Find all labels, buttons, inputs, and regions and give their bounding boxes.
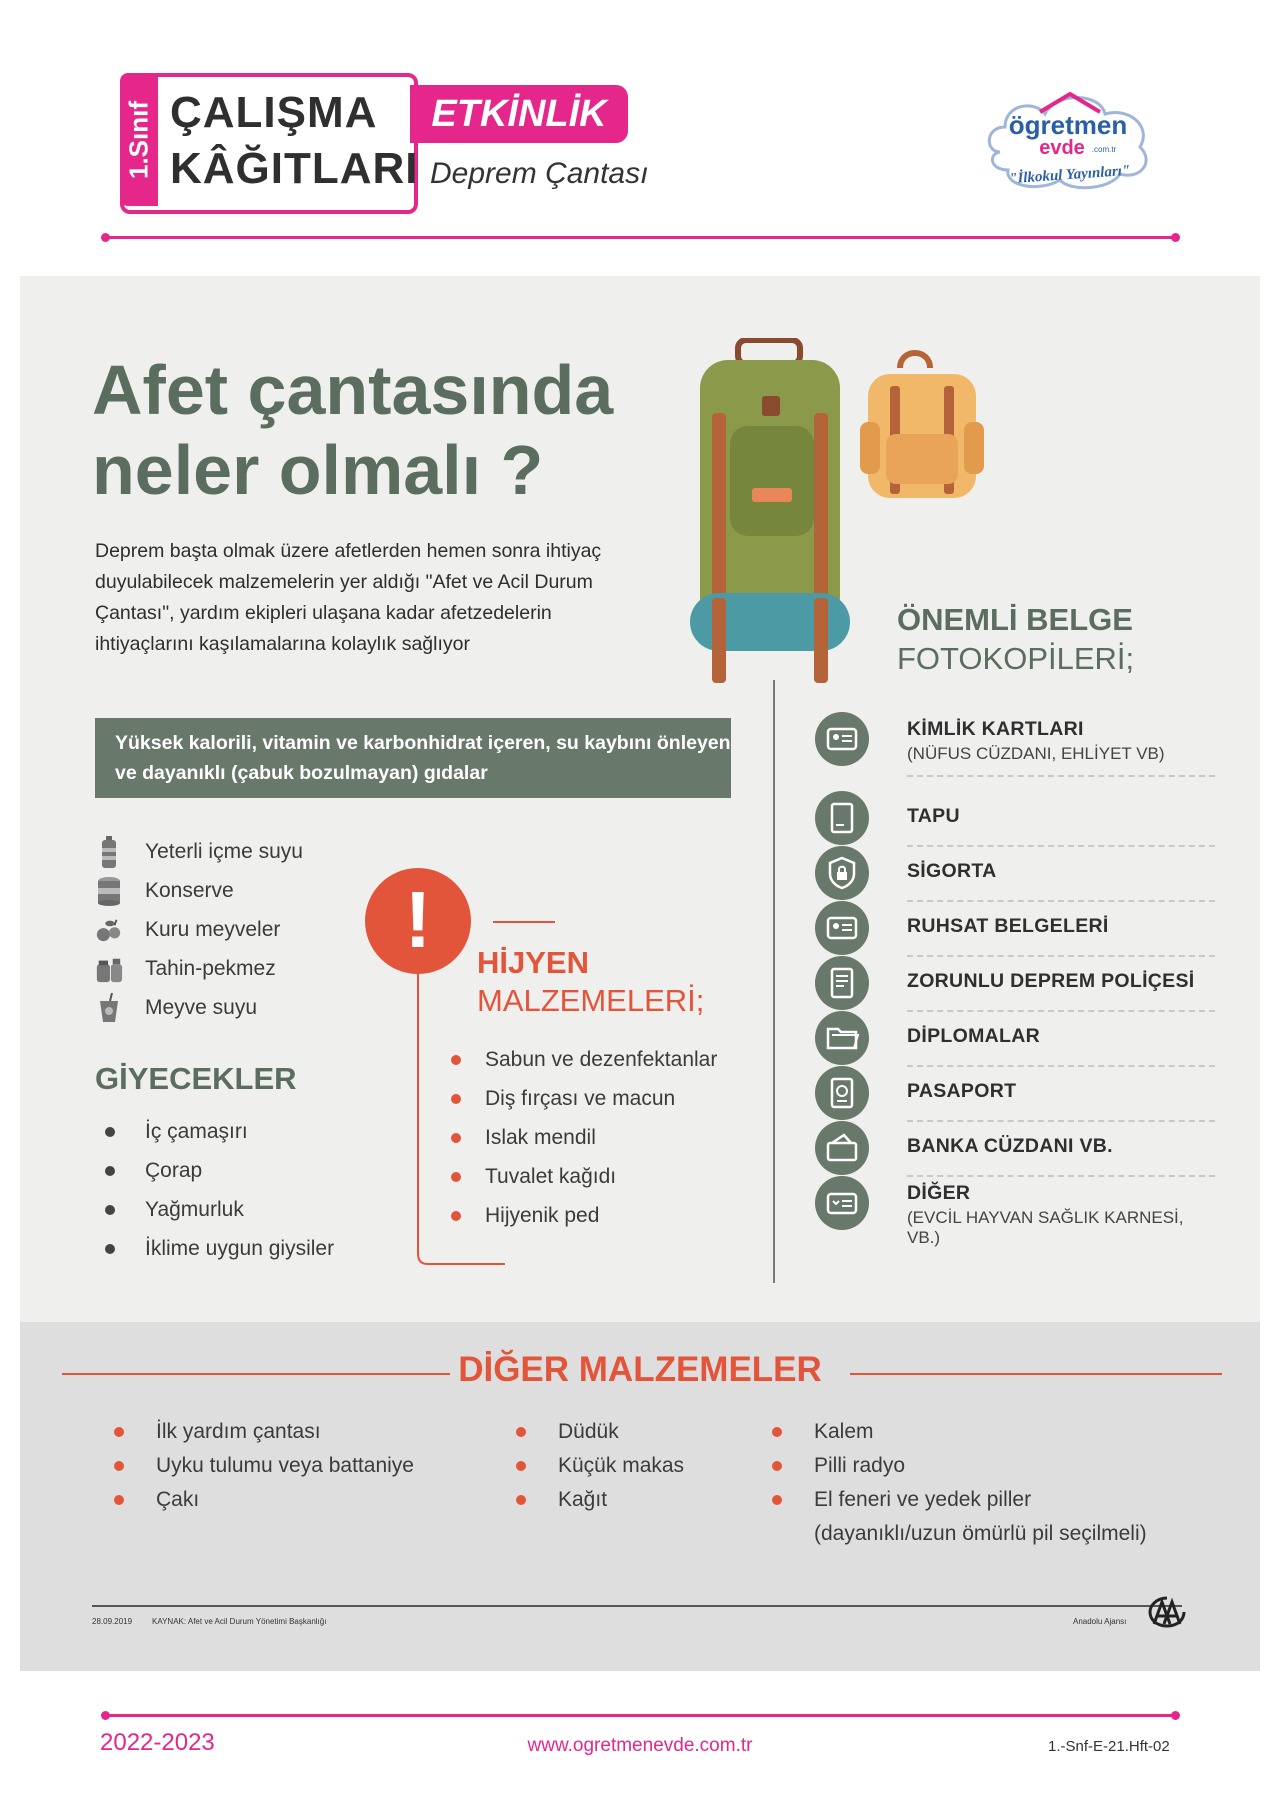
- bullet: [114, 1461, 124, 1471]
- document-item: [815, 956, 1215, 1011]
- document-item: [815, 1011, 1215, 1066]
- clothes-list: [105, 1112, 334, 1268]
- supply-label: Kağıt: [558, 1488, 608, 1511]
- title-line2: neler olmalı ?: [92, 431, 544, 509]
- document-label: PASAPORT: [907, 1080, 1017, 1102]
- grade-label: 1.Sınıf: [123, 100, 154, 179]
- logo-word2: evde: [1039, 137, 1085, 159]
- bullet: [451, 1211, 461, 1221]
- supply-label: Çakı: [156, 1488, 200, 1511]
- food-item-label: Konserve: [145, 878, 234, 902]
- hygiene-item-label: Tuvalet kağıdı: [485, 1164, 617, 1188]
- id-card-icon: [815, 712, 869, 766]
- list-item: [105, 1190, 334, 1229]
- dashed-divider: [907, 775, 1215, 777]
- document-item: [815, 791, 1215, 846]
- hygiene-item-label: Sabun ve dezenfektanlar: [485, 1047, 718, 1071]
- license-icon: [815, 901, 869, 955]
- document-label: BANKA CÜZDANI VB.: [907, 1135, 1113, 1157]
- list-item: [772, 1415, 1147, 1449]
- document-item: [815, 1121, 1215, 1176]
- list-item: [105, 1151, 334, 1190]
- bullet: [516, 1461, 526, 1471]
- can-icon: [95, 876, 123, 906]
- supply-label: İlk yardım çantası: [156, 1420, 321, 1443]
- header-title-line1: ÇALIŞMA: [170, 88, 378, 137]
- documents-heading-line1: ÖNEMLİ BELGE: [897, 602, 1133, 637]
- food-item-label: Yeterli içme suyu: [145, 839, 303, 863]
- bullet: [516, 1427, 526, 1437]
- header-title-line2: KÂĞITLARI: [170, 144, 419, 193]
- footer-line-dot-right: [1171, 1711, 1180, 1720]
- ogretmenevde-logo: [980, 82, 1160, 200]
- list-item: [95, 988, 303, 1027]
- hygiene-heading-line1: HİJYEN: [477, 945, 589, 980]
- logo-domain: .com.tr: [1091, 145, 1117, 154]
- clothes-item-label: İç çamaşırı: [145, 1119, 248, 1143]
- bullet: [114, 1427, 124, 1437]
- bullet: [451, 1055, 461, 1065]
- clothes-heading: GİYECEKLER: [95, 1061, 297, 1096]
- source-date: 28.09.2019: [92, 1617, 133, 1626]
- supply-note: (dayanıklı/uzun ömürlü pil seçilmeli): [814, 1522, 1147, 1545]
- document-label: KİMLİK KARTLARI: [907, 718, 1084, 740]
- dried-fruit-icon: [95, 915, 123, 945]
- list-item: [114, 1415, 414, 1449]
- supply-label: Kalem: [814, 1420, 874, 1443]
- other-supplies-column-1: [114, 1415, 414, 1517]
- list-item: [516, 1483, 684, 1517]
- bullet: [451, 1172, 461, 1182]
- list-item: [114, 1449, 414, 1483]
- list-item: [451, 1040, 717, 1079]
- activity-badge: ETKİNLİK: [410, 85, 628, 143]
- worksheet-subtitle: Deprem Çantası: [430, 157, 649, 190]
- document-label: DİPLOMALAR: [907, 1025, 1040, 1047]
- list-item: [772, 1483, 1147, 1517]
- header-divider: [105, 236, 1175, 239]
- document-sublabel: (NÜFUS CÜZDANI, EHLİYET VB): [907, 744, 1165, 763]
- alert-icon: !: [365, 868, 471, 974]
- school-year: 2022-2023: [100, 1729, 215, 1756]
- list-item: [95, 832, 303, 871]
- food-category-box: Yüksek kalorili, vitamin ve karbonhidrat içeren, su kaybını önleyen ve dayanıklı (çabuk bozulmayan) gıdalar: [95, 718, 731, 798]
- document-label: TAPU: [907, 805, 960, 827]
- document-item: [815, 1066, 1215, 1121]
- infographic-title: [92, 350, 613, 510]
- website-link[interactable]: www.ogretmenevde.com.tr: [527, 1735, 753, 1756]
- deed-icon: [815, 791, 869, 845]
- title-line1: Afet çantasında: [92, 351, 614, 429]
- supply-label: Pilli radyo: [814, 1454, 906, 1477]
- supply-label: El feneri ve yedek piller: [814, 1488, 1032, 1511]
- hygiene-heading-line2: MALZEMELERİ;: [477, 983, 705, 1018]
- document-label: DİĞER: [907, 1182, 971, 1204]
- bullet: [772, 1461, 782, 1471]
- documents-heading-line2: FOTOKOPİLERİ;: [897, 641, 1135, 676]
- list-item: [516, 1449, 684, 1483]
- clothes-item-label: Yağmurluk: [145, 1197, 244, 1221]
- document-item: [815, 1176, 1215, 1247]
- clothes-item-label: İklime uygun giysiler: [145, 1236, 335, 1260]
- lock-shield-icon: [815, 846, 869, 900]
- hygiene-item-label: Diş fırçası ve macun: [485, 1086, 676, 1110]
- source-text: KAYNAK: Afet ve Acil Durum Yönetimi Başkanlığı: [152, 1617, 327, 1626]
- food-list: [95, 832, 303, 1027]
- supply-label: Küçük makas: [558, 1454, 685, 1477]
- water-bottle-icon: [95, 837, 123, 867]
- other-supplies-heading: DİĞER MALZEMELER: [458, 1350, 822, 1389]
- passport-icon: [815, 1066, 869, 1120]
- list-item: [95, 871, 303, 910]
- list-item: [451, 1196, 717, 1235]
- list-item: [105, 1112, 334, 1151]
- supply-label: Uyku tulumu veya battaniye: [156, 1454, 414, 1477]
- source-rule: [92, 1605, 1182, 1607]
- bullet: [451, 1094, 461, 1104]
- bullet: [451, 1133, 461, 1143]
- bullet: [105, 1166, 115, 1176]
- small-backpack: [860, 353, 984, 498]
- document-label: SİGORTA: [907, 860, 997, 882]
- bullet: [105, 1127, 115, 1137]
- wallet-icon: [815, 1121, 869, 1175]
- document-item: [815, 712, 1215, 767]
- clothes-item-label: Çorap: [145, 1158, 203, 1182]
- list-item: [516, 1415, 684, 1449]
- list-item: [95, 949, 303, 988]
- worksheet-code: 1.-Snf-E-21.Hft-02: [1048, 1738, 1170, 1755]
- hygiene-item-label: Hijyenik ped: [485, 1203, 600, 1227]
- list-item: [95, 910, 303, 949]
- jar-icon: [95, 954, 123, 984]
- card-icon: [815, 1176, 869, 1230]
- document-item: [815, 901, 1215, 956]
- folder-icon: [815, 1011, 869, 1065]
- food-item-label: Tahin-pekmez: [145, 956, 276, 980]
- intro-paragraph: Deprem başta olmak üzere afetlerden hemen sonra ihtiyaç duyulabilecek malzemelerin yer aldığı "Afet ve Acil Durum Çantası", yardım ekipleri ulaşana kadar afetzedelerin ihtiyaçlarını kaşılamalarına kolaylık sağlıyor: [95, 540, 602, 655]
- other-supplies-column-2: [516, 1415, 684, 1517]
- documents-list: [815, 712, 1215, 1247]
- food-item-label: Meyve suyu: [145, 995, 258, 1019]
- footer-divider: [105, 1714, 1175, 1717]
- header-line-dot-right: [1171, 233, 1180, 242]
- policy-icon: [815, 956, 869, 1010]
- hygiene-accent-line: [493, 921, 555, 923]
- bullet: [114, 1495, 124, 1505]
- logo-slogan: "İlkokul Yayınları": [1008, 162, 1131, 188]
- list-item: [772, 1449, 1147, 1483]
- logo-word1: ögretmen: [1008, 110, 1128, 140]
- document-label: ZORUNLU DEPREM POLİÇESİ: [907, 970, 1195, 992]
- supply-label: Düdük: [558, 1420, 619, 1443]
- hygiene-list: [451, 1040, 717, 1235]
- document-sublabel: (EVCİL HAYVAN SAĞLIK KARNESİ, VB.): [907, 1208, 1184, 1247]
- document-label: RUHSAT BELGELERİ: [907, 915, 1109, 937]
- document-item: [815, 846, 1215, 901]
- agency-name: Anadolu Ajansı: [1073, 1617, 1127, 1626]
- list-item: [114, 1483, 414, 1517]
- list-item: [451, 1157, 717, 1196]
- other-supplies-column-3: [772, 1415, 1147, 1551]
- juice-icon: [95, 993, 123, 1023]
- bullet: [105, 1244, 115, 1254]
- bullet: [105, 1205, 115, 1215]
- grade-tab: [120, 73, 158, 206]
- bullet: [772, 1427, 782, 1437]
- column-divider: [773, 680, 775, 1283]
- list-item: [451, 1118, 717, 1157]
- hygiene-item-label: Islak mendil: [485, 1125, 596, 1149]
- list-item: [105, 1229, 334, 1268]
- bullet: [516, 1495, 526, 1505]
- large-backpack: [690, 340, 850, 683]
- agency-logo-icon: [1148, 1596, 1186, 1628]
- bullet: [772, 1495, 782, 1505]
- list-item: [451, 1079, 717, 1118]
- food-item-label: Kuru meyveler: [145, 917, 281, 941]
